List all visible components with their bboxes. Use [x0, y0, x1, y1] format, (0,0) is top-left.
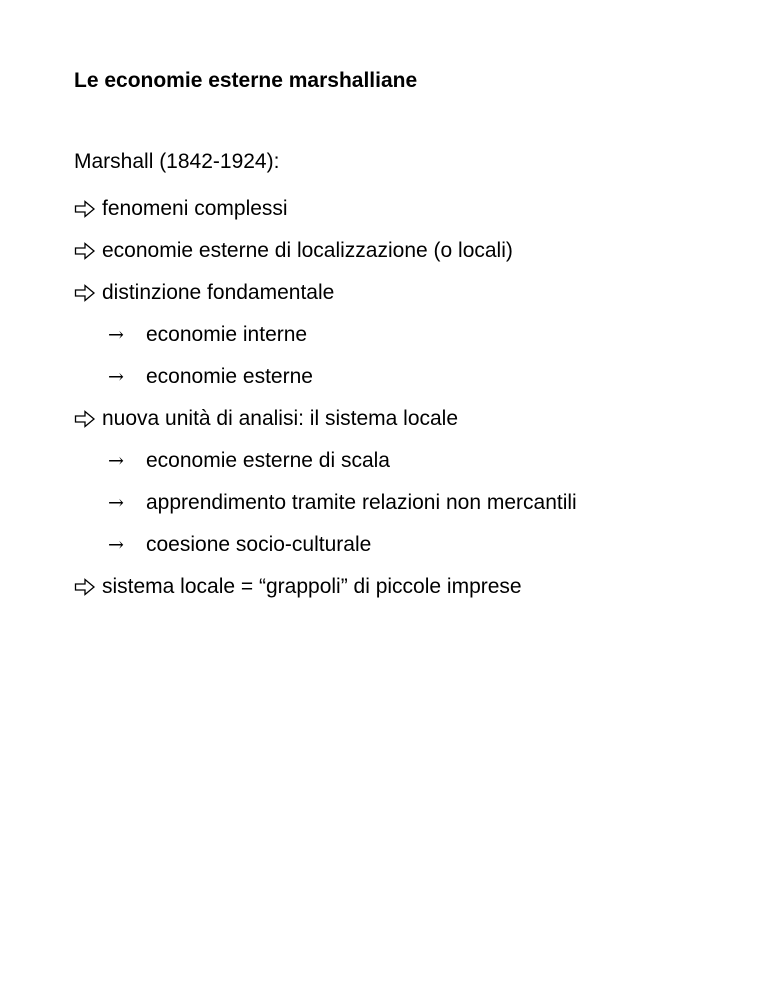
right-arrow-icon: →: [108, 450, 124, 472]
list-item: [74, 188, 577, 230]
list-item-text: economie esterne di localizzazione (o locali): [102, 239, 513, 262]
list-item-text: sistema locale = “grappoli” di piccole imprese: [102, 575, 522, 598]
list-item-text: economie esterne di scala: [146, 449, 390, 472]
list-item-text: nuova unità di analisi: il sistema locale: [102, 407, 459, 430]
list-item: [74, 230, 577, 272]
list-item-text: coesione socio-culturale: [146, 533, 372, 556]
outline-right-arrow-icon: [74, 283, 102, 303]
right-arrow-icon: →: [108, 324, 124, 346]
outline-right-arrow-icon: [74, 577, 102, 597]
list-item-text: distinzione fondamentale: [102, 281, 335, 304]
right-arrow-icon: →: [108, 534, 124, 556]
list-item-text: fenomeni complessi: [102, 197, 288, 220]
list-item: [74, 398, 577, 440]
list-item: [74, 272, 577, 314]
right-arrow-icon: →: [108, 492, 124, 514]
outline-right-arrow-icon: [74, 199, 102, 219]
sub-list-item: [74, 314, 577, 356]
list-item: [74, 566, 577, 608]
sub-list-item: [74, 482, 577, 524]
list-item-text: economie esterne: [146, 365, 313, 388]
outline-right-arrow-icon: [74, 409, 102, 429]
sub-list-item: [74, 524, 577, 566]
document-title: Le economie esterne marshalliane: [74, 69, 418, 92]
sub-list-item: [74, 356, 577, 398]
intro-line: Marshall (1842-1924):: [74, 150, 280, 173]
list-item-text: economie interne: [146, 323, 308, 346]
right-arrow-icon: →: [108, 366, 124, 388]
list-item-text: apprendimento tramite relazioni non mercantili: [146, 491, 577, 514]
outline-right-arrow-icon: [74, 241, 102, 261]
bullet-list: [74, 188, 577, 608]
sub-list-item: [74, 440, 577, 482]
